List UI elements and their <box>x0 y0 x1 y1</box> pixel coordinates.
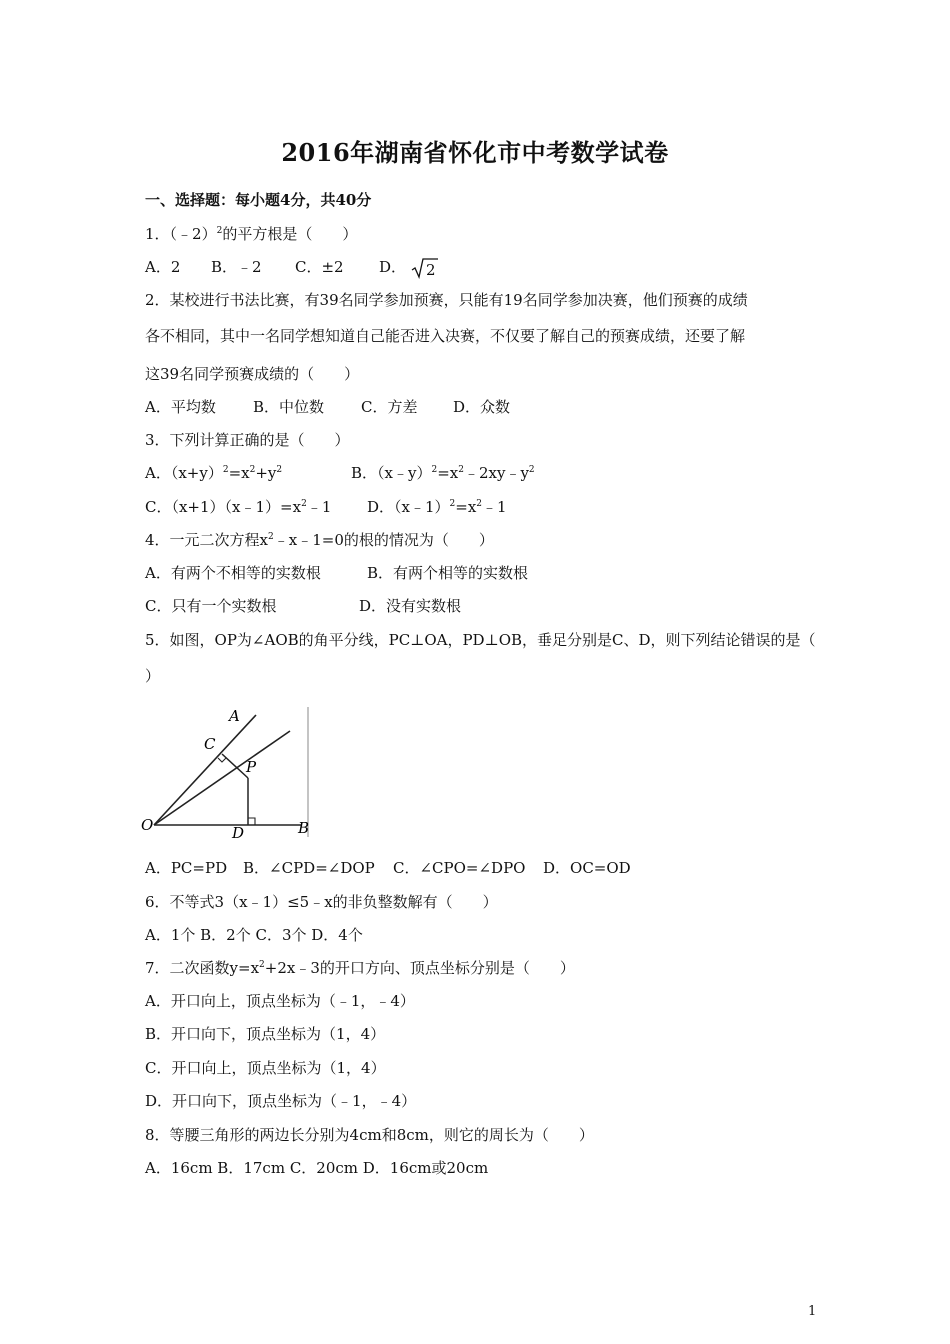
question-7-stem <box>145 958 575 978</box>
question-4-options-cd <box>145 596 461 616</box>
ray-oa <box>154 715 256 825</box>
q3-option-d: D．$(x﹣1)^2=x^2﹣1$ <box>367 498 507 516</box>
q5-option-c: C．∠CPO=∠DPO <box>393 859 526 877</box>
question-7-option-c: C．开口向上，顶点坐标为（1，4） <box>145 1059 386 1077</box>
question-5-line-2: ） <box>145 667 161 685</box>
q4-option-a: A．有两个不相等的实数根 <box>145 564 321 582</box>
q4-stem-part: ﹣x﹣1=0的根的情况为（ ） <box>273 531 494 549</box>
page-number: 1 <box>808 1304 817 1319</box>
right-angle-mark-c <box>218 758 226 762</box>
q5-option-a: A．PC=PD <box>145 859 228 877</box>
q3-option-c: C．$(x+1)(x﹣1)=x^2﹣1$ <box>145 498 332 516</box>
q4-option-c: C．只有一个实数根 <box>145 597 277 615</box>
q7-stem-part: +2x﹣3的开口方向、顶点坐标分别是（ ） <box>264 959 575 977</box>
q3-option-a: A．$(x+y)^2=x^2+y^2$ <box>145 464 283 482</box>
q5-option-b: B．∠CPD=∠DOP <box>243 859 375 877</box>
q2-option-d: D．众数 <box>453 398 511 416</box>
q2-option-a: A．平均数 <box>145 398 216 416</box>
label-o: O <box>141 816 154 834</box>
question-1-options <box>145 257 439 279</box>
question-5-line-1: 5．如图，OP为∠AOB的角平分线，PC⊥OA，PD⊥OB，垂足分别是C、D，则下列结论错误的是（ <box>145 631 816 649</box>
question-1-stem <box>145 224 357 244</box>
question-2-line-2: 各不相同，其中一名同学想知道自己能否进入决赛，不仅要了解自己的预赛成绩，还要了解 <box>145 327 746 345</box>
question-7-option-b: B．开口向下，顶点坐标为（1，4） <box>145 1025 386 1043</box>
superscript: 2 <box>268 532 274 542</box>
sqrt-symbol <box>411 257 439 279</box>
question-6-stem: 6．不等式3（x﹣1）≤5﹣x的非负整数解有（ ） <box>145 893 498 911</box>
question-3-options-ab <box>145 463 535 483</box>
question-8-stem: 8．等腰三角形的两边长分别为4cm和8cm，则它的周长为（ ） <box>145 1126 594 1144</box>
q7-stem-part: 7．二次函数y=x <box>145 959 260 977</box>
q1-stem-part: 的平方根是（ ） <box>222 225 358 243</box>
angle-bisector-figure <box>140 705 320 844</box>
question-4-options-ab <box>145 563 528 583</box>
question-4-stem <box>145 530 494 550</box>
label-a: A <box>229 707 240 725</box>
q1-option-d: D． <box>379 258 407 276</box>
q4-stem-part: 4．一元二次方程x <box>145 531 269 549</box>
label-b: B <box>298 819 310 837</box>
label-c: C <box>204 735 216 753</box>
question-6-options: A．1个 B．2个 C．3个 D．4个 <box>145 926 363 944</box>
question-7-option-a: A．开口向上，顶点坐标为（﹣1，﹣4） <box>145 992 415 1010</box>
question-3-stem: 3．下列计算正确的是（ ） <box>145 431 350 449</box>
page-title: 2016年湖南省怀化市中考数学试卷 <box>281 138 669 167</box>
question-7-option-d: D．开口向下，顶点坐标为（﹣1，﹣4） <box>145 1092 417 1110</box>
superscript: 2 <box>216 226 223 236</box>
question-2-line-3: 这39名同学预赛成绩的（ ） <box>145 365 360 383</box>
q2-option-b: B．中位数 <box>253 398 325 416</box>
label-p: P <box>246 758 257 776</box>
superscript: 2 <box>259 960 265 970</box>
section-heading: 一、选择题：每小题4分，共40分 <box>145 191 372 209</box>
question-8-options: A．16cm B．17cm C．20cm D．16cm或20cm <box>145 1159 489 1177</box>
q1-option-b: B．﹣2 <box>211 258 262 276</box>
question-3-options-cd <box>145 497 507 517</box>
question-5-options <box>145 858 631 878</box>
q1-stem-part: 1．（﹣2） <box>145 225 217 243</box>
q2-option-c: C．方差 <box>361 398 418 416</box>
q4-option-d: D．没有实数根 <box>359 597 462 615</box>
label-d: D <box>232 824 245 840</box>
sqrt-radicand: 2 <box>425 261 436 279</box>
q4-option-b: B．有两个相等的实数根 <box>367 564 529 582</box>
question-2-line-1: 2．某校进行书法比赛，有39名同学参加预赛，只能有19名同学参加决赛，他们预赛的成绩 <box>145 291 748 309</box>
right-angle-mark-d <box>248 818 255 825</box>
ray-op <box>154 731 290 825</box>
q5-option-d: D．OC=OD <box>543 859 631 877</box>
q1-option-a: A．2 <box>145 258 181 276</box>
question-2-options <box>145 397 510 417</box>
q3-option-b: B．$(x﹣y)^2=x^2﹣2xy﹣y^2$ <box>351 464 535 482</box>
q1-option-c: C．±2 <box>295 258 344 276</box>
